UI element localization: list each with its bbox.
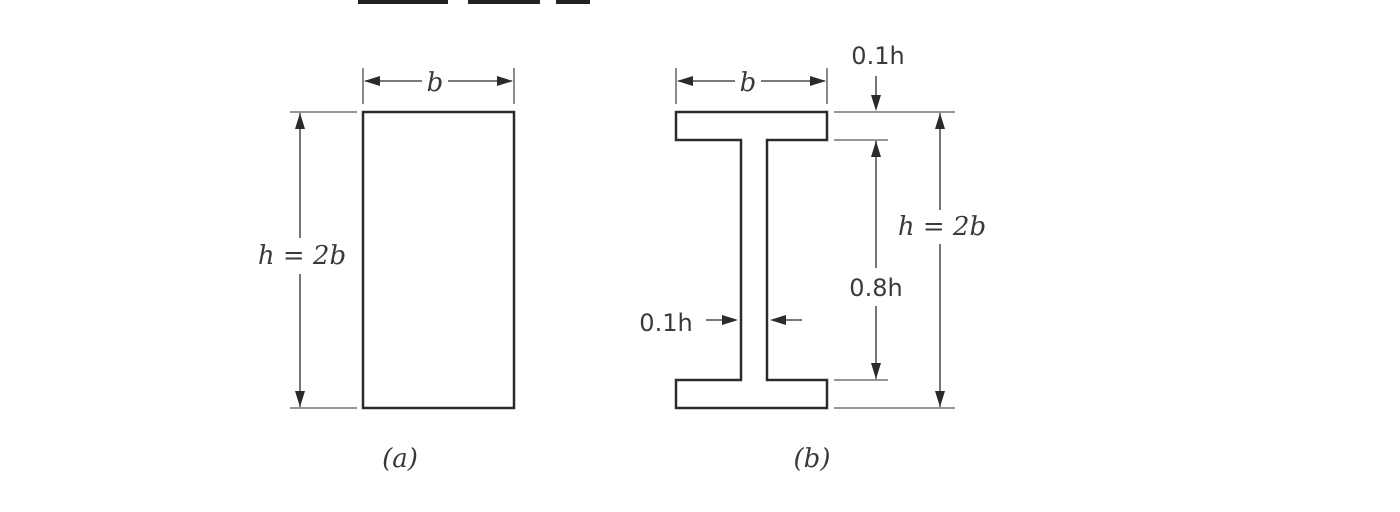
ibeam-height-label: h = 2b (897, 212, 987, 242)
web-thickness-label: 0.1h (639, 309, 693, 337)
rect-height-dimension (255, 112, 357, 408)
rectangle-outline (363, 112, 514, 408)
ibeam-width-label: b (739, 68, 757, 98)
web-height-label: 0.8h (849, 274, 903, 302)
ibeam-height-dimension (898, 113, 990, 407)
rect-width-dimension (363, 66, 514, 104)
flange-thickness-dimension (851, 42, 904, 152)
flange-thickness-label: 0.1h (851, 42, 905, 70)
ibeam-extension-lines (834, 112, 955, 408)
rect-width-label: b (426, 68, 444, 98)
rect-height-label: h = 2b (257, 241, 347, 271)
i-beam-section (639, 42, 990, 474)
ibeam-width-dimension (676, 66, 827, 104)
caption-a: (a) (382, 444, 418, 474)
rectangular-section (255, 66, 514, 474)
i-beam-outline (676, 112, 827, 408)
web-height-dimension (849, 141, 902, 379)
caption-b: (b) (793, 444, 831, 474)
web-thickness-dimension (639, 309, 802, 337)
